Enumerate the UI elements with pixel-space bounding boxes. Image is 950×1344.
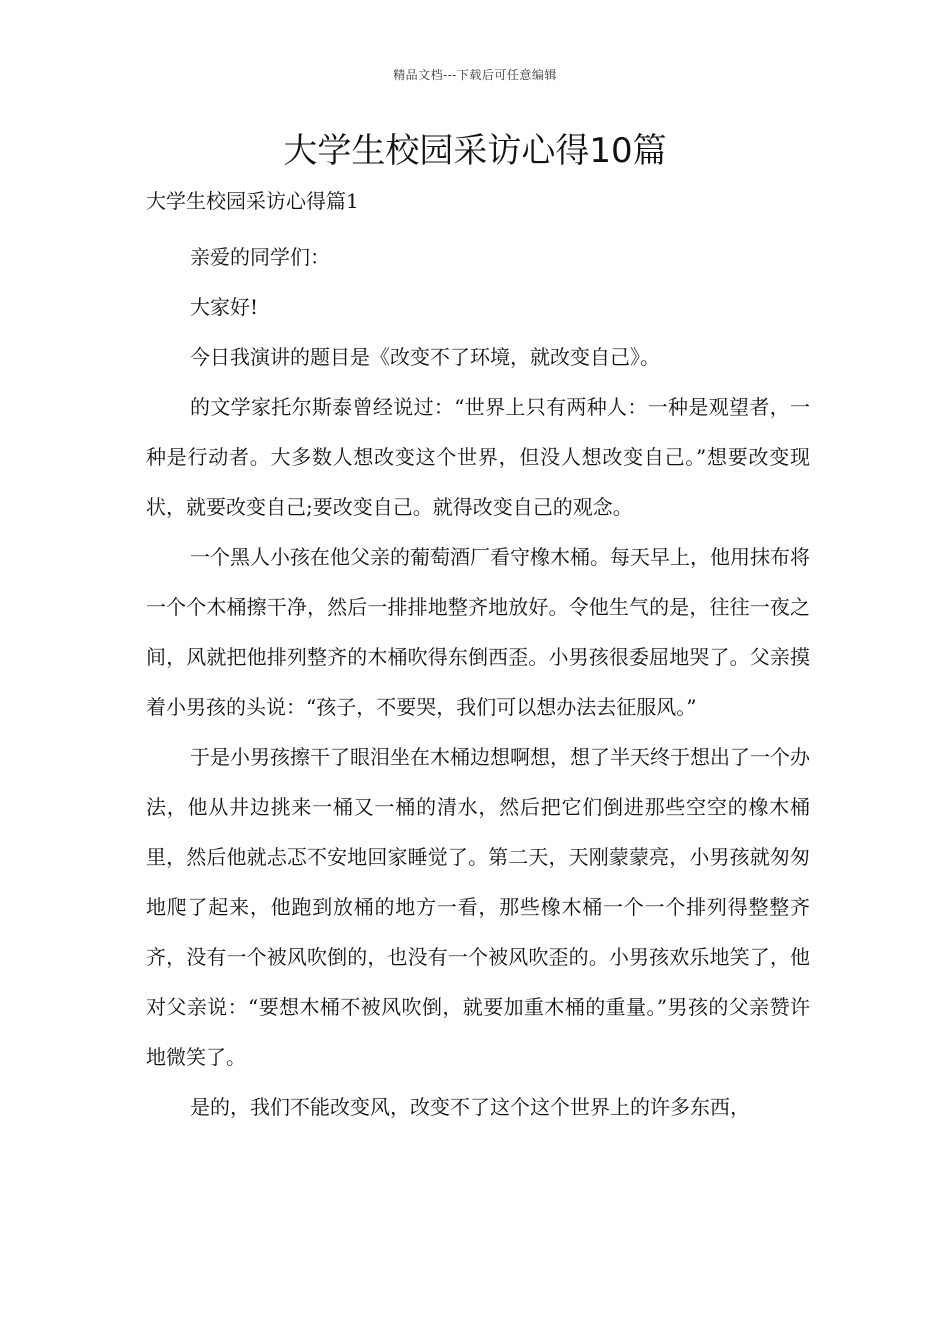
header-note: 精品文档---下载后可任意编辑 [393, 68, 557, 82]
document-body [146, 232, 810, 1132]
paragraph-hello: 大家好! [190, 295, 259, 319]
section-heading: 大学生校园采访心得篇1 [146, 189, 359, 213]
paragraph-greeting: 亲爱的同学们： [190, 245, 330, 269]
paragraph-quote: 的文学家托尔斯泰曾经说过：“世界上只有两种人：一种是观望者，一种是行动者。大多数人想改变这个世界，但没人想改变自己。”想要改变现状，就要改变自己;要改变自己。就得改变自己的观念。 [146, 395, 810, 519]
paragraph-story-2: 于是小男孩擦干了眼泪坐在木桶边想啊想，想了半天终于想出了一个办法，他从井边挑来一桶又一桶的清水，然后把它们倒进那些空空的橡木桶里，然后他就忐忑不安地回家睡觉了。第二天，天刚蒙蒙亮，小男孩就匆匆地爬了起来，他跑到放桶的地方一看，那些橡木桶一个一个排列得整整齐齐，没有一个被风吹倒的，也没有一个被风吹歪的。小男孩欢乐地笑了，他对父亲说：“要想木桶不被风吹倒，就要加重木桶的重量。”男孩的父亲赞许地微笑了。 [146, 745, 810, 1069]
paragraph-topic: 今日我演讲的题目是《改变不了环境，就改变自己》。 [190, 345, 660, 369]
paragraph-conclusion: 是的，我们不能改变风，改变不了这个这个世界上的许多东西， [190, 1095, 750, 1119]
paragraph-story-1: 一个黑人小孩在他父亲的葡萄酒厂看守橡木桶。每天早上，他用抹布将一个个木桶擦干净，然后一排排地整齐地放好。令他生气的是，往往一夜之间，风就把他排列整齐的木桶吹得东倒西歪。小男孩很委屈地哭了。父亲摸着小男孩的头说：“孩子，不要哭，我们可以想办法去征服风。” [146, 545, 810, 719]
document-title: 大学生校园采访心得10篇 [283, 131, 667, 171]
